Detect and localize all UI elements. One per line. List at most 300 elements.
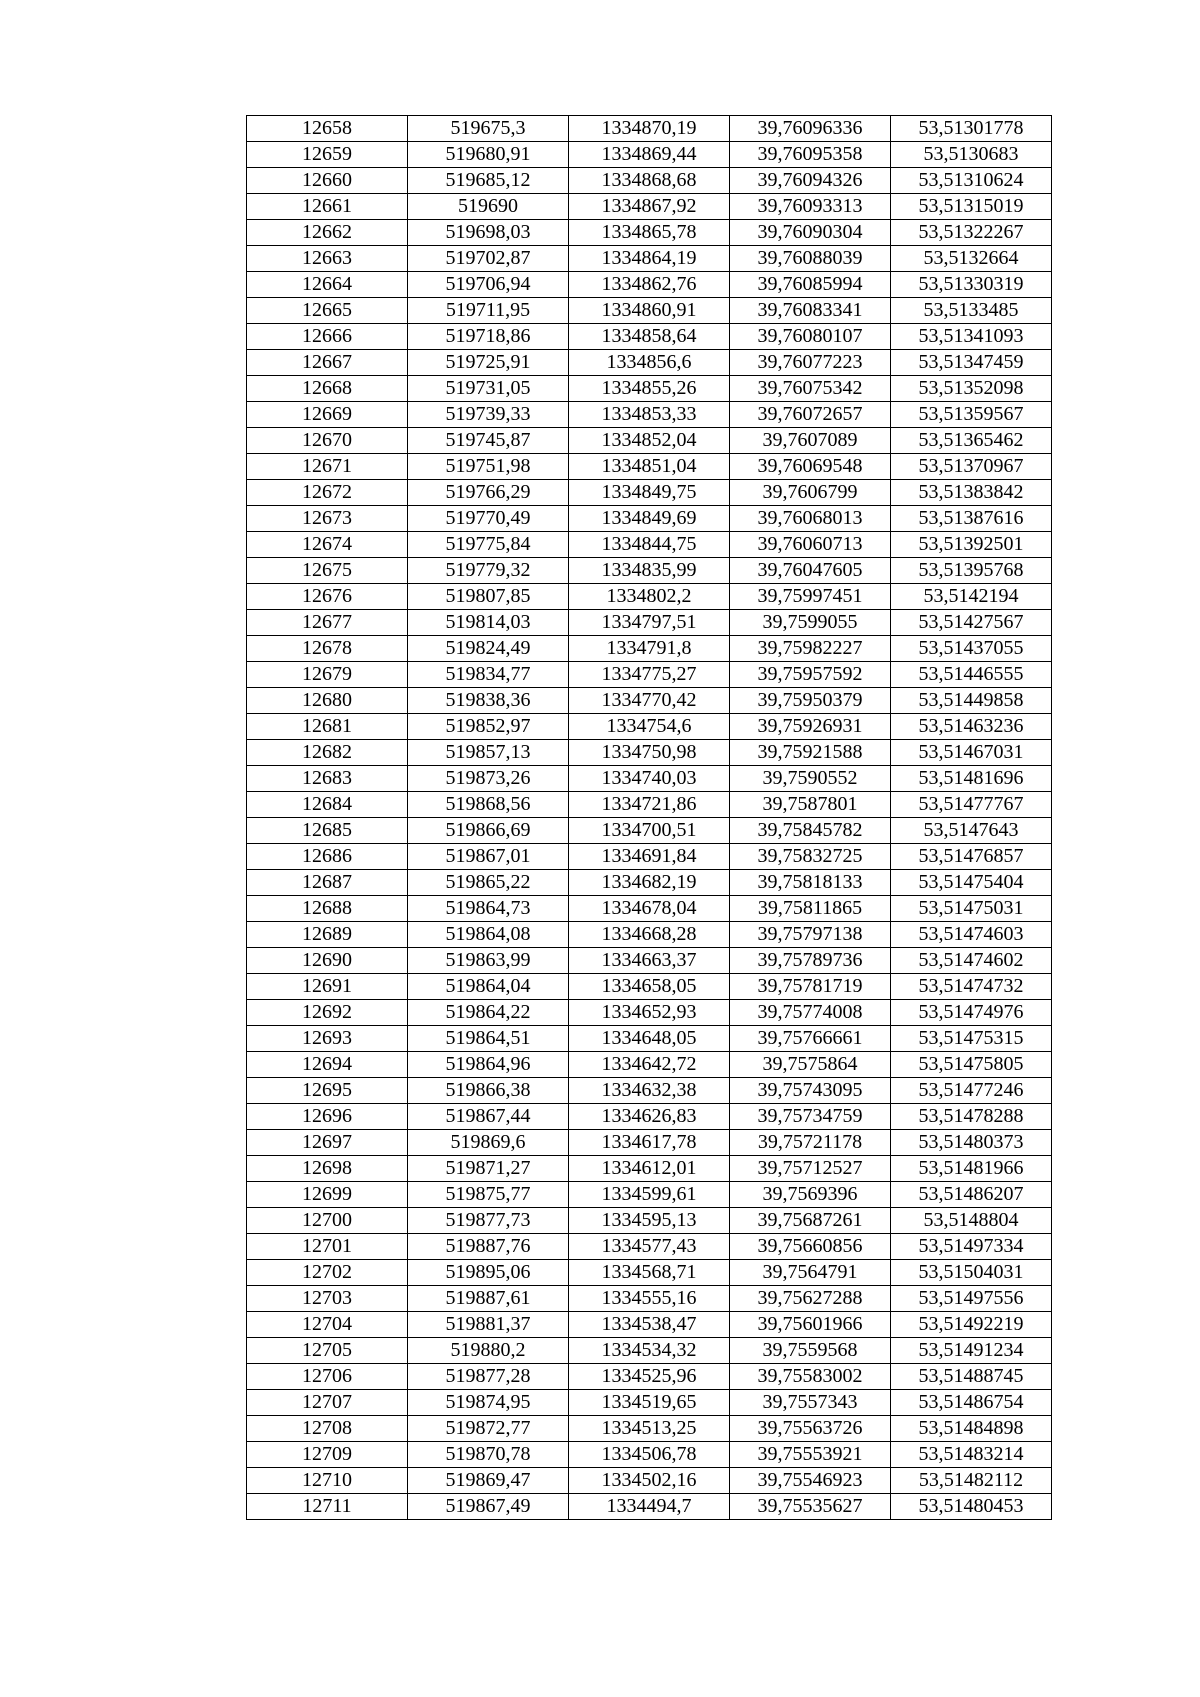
table-row [247, 168, 1052, 194]
latitude-cell: 53,51482112 [891, 1468, 1052, 1494]
x-coordinate-cell: 519868,56 [408, 792, 569, 818]
latitude-cell: 53,51483214 [891, 1442, 1052, 1468]
latitude-cell: 53,51477767 [891, 792, 1052, 818]
latitude-cell: 53,51475805 [891, 1052, 1052, 1078]
y-coordinate-cell: 1334626,83 [569, 1104, 730, 1130]
longitude-cell: 39,76047605 [730, 558, 891, 584]
coordinates-table-body [247, 116, 1052, 1520]
latitude-cell: 53,51476857 [891, 844, 1052, 870]
x-coordinate-cell: 519864,51 [408, 1026, 569, 1052]
longitude-cell: 39,75687261 [730, 1208, 891, 1234]
point-number-cell: 12706 [247, 1364, 408, 1390]
table-row [247, 896, 1052, 922]
y-coordinate-cell: 1334568,71 [569, 1260, 730, 1286]
y-coordinate-cell: 1334740,03 [569, 766, 730, 792]
table-row [247, 922, 1052, 948]
longitude-cell: 39,76085994 [730, 272, 891, 298]
x-coordinate-cell: 519895,06 [408, 1260, 569, 1286]
y-coordinate-cell: 1334835,99 [569, 558, 730, 584]
longitude-cell: 39,75950379 [730, 688, 891, 714]
latitude-cell: 53,5133485 [891, 298, 1052, 324]
x-coordinate-cell: 519779,32 [408, 558, 569, 584]
latitude-cell: 53,51491234 [891, 1338, 1052, 1364]
latitude-cell: 53,51488745 [891, 1364, 1052, 1390]
coordinates-table [246, 115, 1052, 1520]
y-coordinate-cell: 1334721,86 [569, 792, 730, 818]
table-row [247, 1260, 1052, 1286]
latitude-cell: 53,51475404 [891, 870, 1052, 896]
point-number-cell: 12666 [247, 324, 408, 350]
point-number-cell: 12673 [247, 506, 408, 532]
y-coordinate-cell: 1334851,04 [569, 454, 730, 480]
point-number-cell: 12661 [247, 194, 408, 220]
table-row [247, 324, 1052, 350]
latitude-cell: 53,51480453 [891, 1494, 1052, 1520]
point-number-cell: 12663 [247, 246, 408, 272]
longitude-cell: 39,75921588 [730, 740, 891, 766]
longitude-cell: 39,7569396 [730, 1182, 891, 1208]
x-coordinate-cell: 519702,87 [408, 246, 569, 272]
longitude-cell: 39,7606799 [730, 480, 891, 506]
longitude-cell: 39,76060713 [730, 532, 891, 558]
x-coordinate-cell: 519824,49 [408, 636, 569, 662]
y-coordinate-cell: 1334525,96 [569, 1364, 730, 1390]
x-coordinate-cell: 519866,38 [408, 1078, 569, 1104]
longitude-cell: 39,75811865 [730, 896, 891, 922]
latitude-cell: 53,51504031 [891, 1260, 1052, 1286]
latitude-cell: 53,51474976 [891, 1000, 1052, 1026]
y-coordinate-cell: 1334502,16 [569, 1468, 730, 1494]
point-number-cell: 12676 [247, 584, 408, 610]
y-coordinate-cell: 1334868,68 [569, 168, 730, 194]
latitude-cell: 53,5147643 [891, 818, 1052, 844]
point-number-cell: 12691 [247, 974, 408, 1000]
y-coordinate-cell: 1334849,69 [569, 506, 730, 532]
table-row [247, 1156, 1052, 1182]
x-coordinate-cell: 519881,37 [408, 1312, 569, 1338]
table-row [247, 1130, 1052, 1156]
x-coordinate-cell: 519698,03 [408, 220, 569, 246]
latitude-cell: 53,51478288 [891, 1104, 1052, 1130]
x-coordinate-cell: 519870,78 [408, 1442, 569, 1468]
x-coordinate-cell: 519874,95 [408, 1390, 569, 1416]
latitude-cell: 53,51370967 [891, 454, 1052, 480]
y-coordinate-cell: 1334663,37 [569, 948, 730, 974]
longitude-cell: 39,75957592 [730, 662, 891, 688]
latitude-cell: 53,51497334 [891, 1234, 1052, 1260]
x-coordinate-cell: 519864,73 [408, 896, 569, 922]
y-coordinate-cell: 1334691,84 [569, 844, 730, 870]
x-coordinate-cell: 519775,84 [408, 532, 569, 558]
longitude-cell: 39,7599055 [730, 610, 891, 636]
point-number-cell: 12682 [247, 740, 408, 766]
y-coordinate-cell: 1334869,44 [569, 142, 730, 168]
y-coordinate-cell: 1334870,19 [569, 116, 730, 142]
latitude-cell: 53,51475315 [891, 1026, 1052, 1052]
latitude-cell: 53,51474603 [891, 922, 1052, 948]
table-row [247, 688, 1052, 714]
longitude-cell: 39,7587801 [730, 792, 891, 818]
latitude-cell: 53,5130683 [891, 142, 1052, 168]
y-coordinate-cell: 1334599,61 [569, 1182, 730, 1208]
y-coordinate-cell: 1334770,42 [569, 688, 730, 714]
point-number-cell: 12680 [247, 688, 408, 714]
point-number-cell: 12702 [247, 1260, 408, 1286]
latitude-cell: 53,51480373 [891, 1130, 1052, 1156]
x-coordinate-cell: 519725,91 [408, 350, 569, 376]
longitude-cell: 39,75734759 [730, 1104, 891, 1130]
latitude-cell: 53,51481696 [891, 766, 1052, 792]
point-number-cell: 12710 [247, 1468, 408, 1494]
y-coordinate-cell: 1334852,04 [569, 428, 730, 454]
x-coordinate-cell: 519706,94 [408, 272, 569, 298]
x-coordinate-cell: 519877,73 [408, 1208, 569, 1234]
table-row [247, 766, 1052, 792]
latitude-cell: 53,51365462 [891, 428, 1052, 454]
y-coordinate-cell: 1334682,19 [569, 870, 730, 896]
table-row [247, 844, 1052, 870]
longitude-cell: 39,7575864 [730, 1052, 891, 1078]
table-row [247, 1104, 1052, 1130]
x-coordinate-cell: 519875,77 [408, 1182, 569, 1208]
longitude-cell: 39,76068013 [730, 506, 891, 532]
x-coordinate-cell: 519867,49 [408, 1494, 569, 1520]
point-number-cell: 12669 [247, 402, 408, 428]
table-row [247, 220, 1052, 246]
x-coordinate-cell: 519864,22 [408, 1000, 569, 1026]
table-row [247, 1000, 1052, 1026]
latitude-cell: 53,51387616 [891, 506, 1052, 532]
latitude-cell: 53,51310624 [891, 168, 1052, 194]
longitude-cell: 39,7564791 [730, 1260, 891, 1286]
point-number-cell: 12683 [247, 766, 408, 792]
table-row [247, 402, 1052, 428]
x-coordinate-cell: 519865,22 [408, 870, 569, 896]
point-number-cell: 12701 [247, 1234, 408, 1260]
longitude-cell: 39,75563726 [730, 1416, 891, 1442]
table-row [247, 428, 1052, 454]
x-coordinate-cell: 519814,03 [408, 610, 569, 636]
y-coordinate-cell: 1334595,13 [569, 1208, 730, 1234]
longitude-cell: 39,76072657 [730, 402, 891, 428]
latitude-cell: 53,51449858 [891, 688, 1052, 714]
y-coordinate-cell: 1334506,78 [569, 1442, 730, 1468]
longitude-cell: 39,76080107 [730, 324, 891, 350]
latitude-cell: 53,51330319 [891, 272, 1052, 298]
table-row [247, 480, 1052, 506]
table-row [247, 558, 1052, 584]
table-row [247, 1468, 1052, 1494]
y-coordinate-cell: 1334642,72 [569, 1052, 730, 1078]
point-number-cell: 12662 [247, 220, 408, 246]
latitude-cell: 53,5132664 [891, 246, 1052, 272]
point-number-cell: 12668 [247, 376, 408, 402]
longitude-cell: 39,75997451 [730, 584, 891, 610]
longitude-cell: 39,76093313 [730, 194, 891, 220]
y-coordinate-cell: 1334612,01 [569, 1156, 730, 1182]
longitude-cell: 39,75832725 [730, 844, 891, 870]
latitude-cell: 53,51486754 [891, 1390, 1052, 1416]
y-coordinate-cell: 1334754,6 [569, 714, 730, 740]
latitude-cell: 53,51486207 [891, 1182, 1052, 1208]
longitude-cell: 39,75818133 [730, 870, 891, 896]
y-coordinate-cell: 1334844,75 [569, 532, 730, 558]
point-number-cell: 12703 [247, 1286, 408, 1312]
table-row [247, 974, 1052, 1000]
table-row [247, 298, 1052, 324]
x-coordinate-cell: 519877,28 [408, 1364, 569, 1390]
x-coordinate-cell: 519869,47 [408, 1468, 569, 1494]
point-number-cell: 12687 [247, 870, 408, 896]
table-row [247, 116, 1052, 142]
latitude-cell: 53,51301778 [891, 116, 1052, 142]
longitude-cell: 39,76095358 [730, 142, 891, 168]
x-coordinate-cell: 519685,12 [408, 168, 569, 194]
x-coordinate-cell: 519745,87 [408, 428, 569, 454]
y-coordinate-cell: 1334700,51 [569, 818, 730, 844]
latitude-cell: 53,51322267 [891, 220, 1052, 246]
point-number-cell: 12689 [247, 922, 408, 948]
y-coordinate-cell: 1334494,7 [569, 1494, 730, 1520]
y-coordinate-cell: 1334648,05 [569, 1026, 730, 1052]
y-coordinate-cell: 1334775,27 [569, 662, 730, 688]
point-number-cell: 12659 [247, 142, 408, 168]
point-number-cell: 12667 [247, 350, 408, 376]
longitude-cell: 39,75743095 [730, 1078, 891, 1104]
y-coordinate-cell: 1334555,16 [569, 1286, 730, 1312]
latitude-cell: 53,51467031 [891, 740, 1052, 766]
point-number-cell: 12709 [247, 1442, 408, 1468]
y-coordinate-cell: 1334668,28 [569, 922, 730, 948]
point-number-cell: 12681 [247, 714, 408, 740]
y-coordinate-cell: 1334652,93 [569, 1000, 730, 1026]
table-row [247, 142, 1052, 168]
table-row [247, 1494, 1052, 1520]
table-row [247, 506, 1052, 532]
longitude-cell: 39,76090304 [730, 220, 891, 246]
y-coordinate-cell: 1334791,8 [569, 636, 730, 662]
point-number-cell: 12692 [247, 1000, 408, 1026]
latitude-cell: 53,51474602 [891, 948, 1052, 974]
longitude-cell: 39,75797138 [730, 922, 891, 948]
table-row [247, 272, 1052, 298]
x-coordinate-cell: 519867,44 [408, 1104, 569, 1130]
x-coordinate-cell: 519838,36 [408, 688, 569, 714]
longitude-cell: 39,75845782 [730, 818, 891, 844]
point-number-cell: 12686 [247, 844, 408, 870]
x-coordinate-cell: 519869,6 [408, 1130, 569, 1156]
latitude-cell: 53,51481966 [891, 1156, 1052, 1182]
latitude-cell: 53,5148804 [891, 1208, 1052, 1234]
table-row [247, 792, 1052, 818]
longitude-cell: 39,75553921 [730, 1442, 891, 1468]
point-number-cell: 12708 [247, 1416, 408, 1442]
longitude-cell: 39,7557343 [730, 1390, 891, 1416]
latitude-cell: 53,5142194 [891, 584, 1052, 610]
latitude-cell: 53,51315019 [891, 194, 1052, 220]
point-number-cell: 12699 [247, 1182, 408, 1208]
point-number-cell: 12684 [247, 792, 408, 818]
latitude-cell: 53,51383842 [891, 480, 1052, 506]
table-row [247, 1182, 1052, 1208]
longitude-cell: 39,75583002 [730, 1364, 891, 1390]
y-coordinate-cell: 1334797,51 [569, 610, 730, 636]
x-coordinate-cell: 519834,77 [408, 662, 569, 688]
y-coordinate-cell: 1334862,76 [569, 272, 730, 298]
x-coordinate-cell: 519864,08 [408, 922, 569, 948]
table-row [247, 246, 1052, 272]
table-row [247, 1364, 1052, 1390]
y-coordinate-cell: 1334802,2 [569, 584, 730, 610]
point-number-cell: 12707 [247, 1390, 408, 1416]
longitude-cell: 39,7590552 [730, 766, 891, 792]
point-number-cell: 12704 [247, 1312, 408, 1338]
point-number-cell: 12685 [247, 818, 408, 844]
longitude-cell: 39,75982227 [730, 636, 891, 662]
table-row [247, 714, 1052, 740]
y-coordinate-cell: 1334750,98 [569, 740, 730, 766]
longitude-cell: 39,75774008 [730, 1000, 891, 1026]
table-row [247, 1312, 1052, 1338]
longitude-cell: 39,75535627 [730, 1494, 891, 1520]
latitude-cell: 53,51497556 [891, 1286, 1052, 1312]
y-coordinate-cell: 1334864,19 [569, 246, 730, 272]
point-number-cell: 12679 [247, 662, 408, 688]
point-number-cell: 12698 [247, 1156, 408, 1182]
y-coordinate-cell: 1334632,38 [569, 1078, 730, 1104]
x-coordinate-cell: 519675,3 [408, 116, 569, 142]
point-number-cell: 12660 [247, 168, 408, 194]
table-row [247, 636, 1052, 662]
y-coordinate-cell: 1334534,32 [569, 1338, 730, 1364]
point-number-cell: 12711 [247, 1494, 408, 1520]
longitude-cell: 39,75721178 [730, 1130, 891, 1156]
table-row [247, 662, 1052, 688]
y-coordinate-cell: 1334855,26 [569, 376, 730, 402]
point-number-cell: 12678 [247, 636, 408, 662]
table-row [247, 532, 1052, 558]
table-row [247, 350, 1052, 376]
longitude-cell: 39,76083341 [730, 298, 891, 324]
longitude-cell: 39,76069548 [730, 454, 891, 480]
longitude-cell: 39,76094326 [730, 168, 891, 194]
table-row [247, 194, 1052, 220]
x-coordinate-cell: 519864,04 [408, 974, 569, 1000]
x-coordinate-cell: 519690 [408, 194, 569, 220]
longitude-cell: 39,7607089 [730, 428, 891, 454]
x-coordinate-cell: 519751,98 [408, 454, 569, 480]
y-coordinate-cell: 1334658,05 [569, 974, 730, 1000]
point-number-cell: 12696 [247, 1104, 408, 1130]
x-coordinate-cell: 519880,2 [408, 1338, 569, 1364]
point-number-cell: 12665 [247, 298, 408, 324]
table-row [247, 1234, 1052, 1260]
y-coordinate-cell: 1334865,78 [569, 220, 730, 246]
x-coordinate-cell: 519887,61 [408, 1286, 569, 1312]
latitude-cell: 53,51395768 [891, 558, 1052, 584]
point-number-cell: 12690 [247, 948, 408, 974]
table-row [247, 1208, 1052, 1234]
point-number-cell: 12677 [247, 610, 408, 636]
longitude-cell: 39,76075342 [730, 376, 891, 402]
table-row [247, 1026, 1052, 1052]
longitude-cell: 39,7559568 [730, 1338, 891, 1364]
x-coordinate-cell: 519766,29 [408, 480, 569, 506]
longitude-cell: 39,75627288 [730, 1286, 891, 1312]
longitude-cell: 39,76088039 [730, 246, 891, 272]
table-row [247, 818, 1052, 844]
latitude-cell: 53,51463236 [891, 714, 1052, 740]
y-coordinate-cell: 1334867,92 [569, 194, 730, 220]
point-number-cell: 12697 [247, 1130, 408, 1156]
x-coordinate-cell: 519852,97 [408, 714, 569, 740]
x-coordinate-cell: 519864,96 [408, 1052, 569, 1078]
y-coordinate-cell: 1334519,65 [569, 1390, 730, 1416]
table-row [247, 740, 1052, 766]
point-number-cell: 12695 [247, 1078, 408, 1104]
table-row [247, 1286, 1052, 1312]
longitude-cell: 39,75781719 [730, 974, 891, 1000]
point-number-cell: 12675 [247, 558, 408, 584]
table-row [247, 1390, 1052, 1416]
latitude-cell: 53,51392501 [891, 532, 1052, 558]
point-number-cell: 12658 [247, 116, 408, 142]
y-coordinate-cell: 1334513,25 [569, 1416, 730, 1442]
latitude-cell: 53,51446555 [891, 662, 1052, 688]
y-coordinate-cell: 1334856,6 [569, 350, 730, 376]
x-coordinate-cell: 519863,99 [408, 948, 569, 974]
x-coordinate-cell: 519857,13 [408, 740, 569, 766]
table-row [247, 1338, 1052, 1364]
x-coordinate-cell: 519867,01 [408, 844, 569, 870]
longitude-cell: 39,75789736 [730, 948, 891, 974]
x-coordinate-cell: 519711,95 [408, 298, 569, 324]
y-coordinate-cell: 1334617,78 [569, 1130, 730, 1156]
table-row [247, 376, 1052, 402]
longitude-cell: 39,75660856 [730, 1234, 891, 1260]
longitude-cell: 39,76096336 [730, 116, 891, 142]
point-number-cell: 12688 [247, 896, 408, 922]
longitude-cell: 39,76077223 [730, 350, 891, 376]
latitude-cell: 53,51475031 [891, 896, 1052, 922]
x-coordinate-cell: 519807,85 [408, 584, 569, 610]
y-coordinate-cell: 1334577,43 [569, 1234, 730, 1260]
x-coordinate-cell: 519872,77 [408, 1416, 569, 1442]
x-coordinate-cell: 519770,49 [408, 506, 569, 532]
x-coordinate-cell: 519871,27 [408, 1156, 569, 1182]
point-number-cell: 12700 [247, 1208, 408, 1234]
y-coordinate-cell: 1334678,04 [569, 896, 730, 922]
table-row [247, 610, 1052, 636]
x-coordinate-cell: 519731,05 [408, 376, 569, 402]
x-coordinate-cell: 519887,76 [408, 1234, 569, 1260]
y-coordinate-cell: 1334860,91 [569, 298, 730, 324]
latitude-cell: 53,51341093 [891, 324, 1052, 350]
x-coordinate-cell: 519680,91 [408, 142, 569, 168]
longitude-cell: 39,75926931 [730, 714, 891, 740]
longitude-cell: 39,75546923 [730, 1468, 891, 1494]
x-coordinate-cell: 519718,86 [408, 324, 569, 350]
latitude-cell: 53,51492219 [891, 1312, 1052, 1338]
table-row [247, 1052, 1052, 1078]
point-number-cell: 12672 [247, 480, 408, 506]
point-number-cell: 12693 [247, 1026, 408, 1052]
x-coordinate-cell: 519873,26 [408, 766, 569, 792]
table-row [247, 454, 1052, 480]
latitude-cell: 53,51484898 [891, 1416, 1052, 1442]
x-coordinate-cell: 519866,69 [408, 818, 569, 844]
point-number-cell: 12664 [247, 272, 408, 298]
